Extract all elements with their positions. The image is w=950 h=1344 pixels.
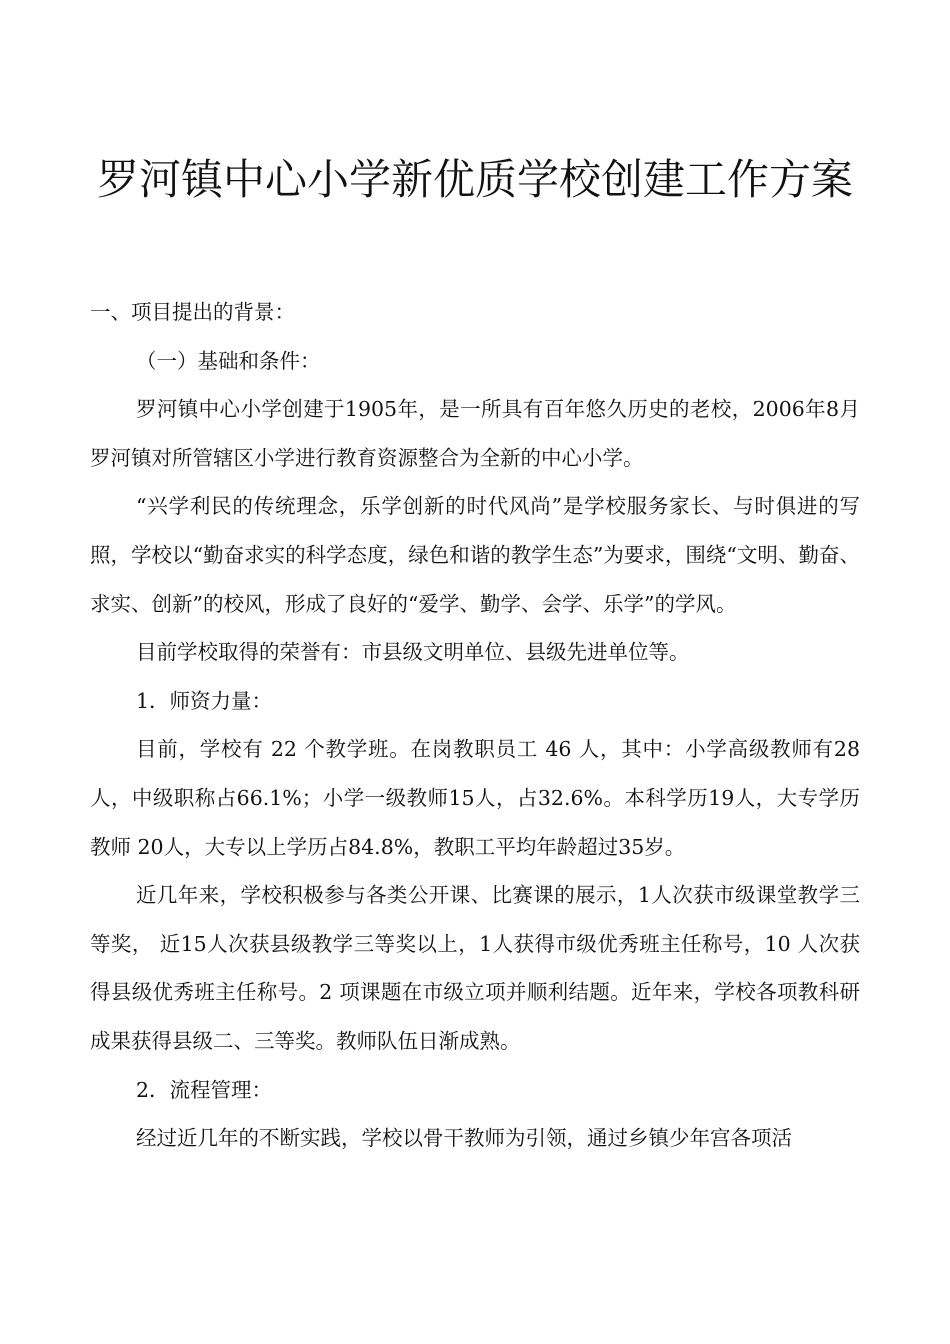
item-heading-process: 2．流程管理： bbox=[136, 1077, 273, 1102]
paragraph-teacher-awards: 近几年来，学校积极参与各类公开课、比赛课的展示，1人次获市级课堂教学三等奖， 近15人次获县级教学三等奖以上，1人获得市级优秀班主任称号，10 人次获得县级优秀班主任称号。2 项课题在市级立项并顺利结题。近年来，学校各项教科研成果获得县级二、三等奖。教师队伍日渐成熟。 bbox=[90, 883, 860, 1053]
paragraph-school-history: 罗河镇中心小学创建于1905年，是一所具有百年悠久历史的老校，2006年8月罗河镇对所管辖区小学进行教育资源整合为全新的中心小学。 bbox=[90, 397, 860, 470]
paragraph-honors: 目前学校取得的荣誉有：市县级文明单位、县级先进单位等。 bbox=[136, 640, 690, 665]
section-heading-background: 一、项目提出的背景： bbox=[90, 300, 295, 324]
document-title: 罗河镇中心小学新优质学校创建工作方案 bbox=[96, 155, 853, 204]
paragraph-school-motto: “兴学利民的传统理念，乐学创新的时代风尚”是学校服务家长、与时俱进的写照，学校以“勤奋求实的科学态度，绿色和谐的教学生态”为要求，围绕“文明、勤奋、求实、创新”的校风，形成了良好的“爱学、勤学、会学、乐学”的学风。 bbox=[90, 494, 860, 616]
paragraph-teacher-stats: 目前，学校有 22 个教学班。在岗教职员工 46 人，其中：小学高级教师有28人，中级职称占66.1%；小学一级教师15人，占32.6%。本科学历19人，大专学历教师 20人，大专以上学历占84.8%，教职工平均年龄超过35岁。 bbox=[90, 737, 860, 859]
subsection-heading-foundation: （一）基础和条件： bbox=[136, 348, 321, 373]
item-heading-teachers: 1．师资力量： bbox=[136, 688, 273, 713]
paragraph-process: 经过近几年的不断实践，学校以骨干教师为引领，通过乡镇少年宫各项活 bbox=[136, 1126, 792, 1151]
document-body bbox=[90, 288, 860, 1163]
